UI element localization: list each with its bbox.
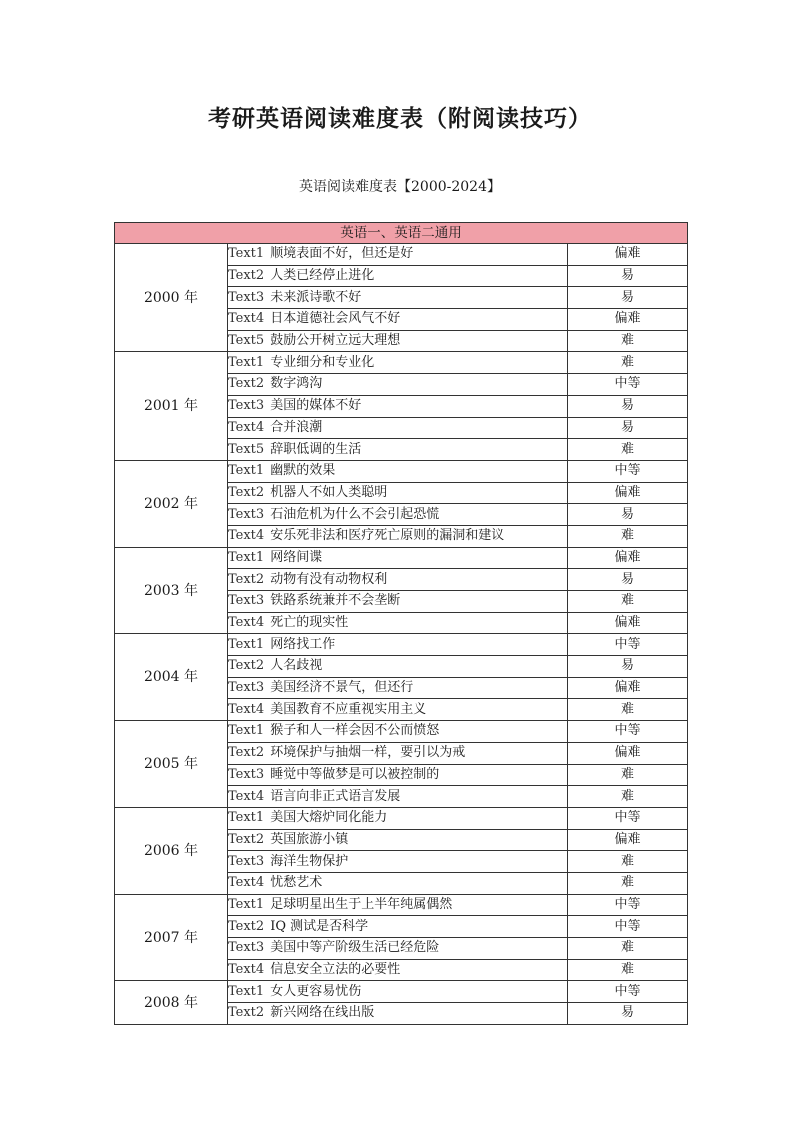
- text-topic: 专业细分和专业化: [270, 354, 375, 370]
- text-topic: 海洋生物保护: [270, 853, 349, 869]
- table-row: [115, 894, 688, 916]
- text-topic: 幽默的效果: [270, 463, 336, 479]
- text-topic: 安乐死非法和医疗死亡原则的漏洞和建议: [270, 528, 505, 544]
- year-cell: 2002 年: [115, 460, 228, 547]
- text-topic: 数字鸿沟: [270, 376, 323, 392]
- text-topic: 足球明星出生于上半年纯属偶然: [270, 896, 453, 912]
- text-topic: 铁路系统兼并不会垄断: [270, 593, 401, 609]
- text-topic-cell: [228, 894, 568, 916]
- text-id: Text3: [228, 398, 265, 414]
- text-topic-cell: [228, 721, 568, 743]
- text-id: Text1: [228, 354, 265, 370]
- text-id: Text1: [228, 463, 265, 479]
- text-topic: 美国中等产阶级生活已经危险: [270, 940, 440, 956]
- text-id: Text1: [228, 723, 265, 739]
- difficulty-level: 偏难: [568, 244, 688, 266]
- text-id: Text2: [228, 571, 265, 587]
- text-topic-cell: [228, 612, 568, 634]
- text-topic: 动物有没有动物权利: [270, 571, 388, 587]
- text-id: Text4: [228, 311, 265, 327]
- text-topic-cell: [228, 482, 568, 504]
- text-topic-cell: [228, 265, 568, 287]
- difficulty-level: 中等: [568, 894, 688, 916]
- text-id: Text2: [228, 484, 265, 500]
- year-cell: 2001 年: [115, 352, 228, 460]
- text-topic-cell: [228, 374, 568, 396]
- difficulty-level: 易: [568, 287, 688, 309]
- text-topic-cell: [228, 439, 568, 461]
- text-topic: 日本道德社会风气不好: [270, 311, 401, 327]
- difficulty-level: 偏难: [568, 742, 688, 764]
- text-topic-cell: [228, 677, 568, 699]
- text-id: Text4: [228, 875, 265, 891]
- text-topic: 美国经济不景气，但还行: [270, 680, 414, 696]
- text-topic-cell: [228, 786, 568, 808]
- text-topic-cell: [228, 634, 568, 656]
- band-header-row: [115, 223, 688, 244]
- text-id: Text5: [228, 441, 265, 457]
- text-topic: 美国大熔炉同化能力: [270, 810, 388, 826]
- document-title: 考研英语阅读难度表（附阅读技巧）: [208, 106, 592, 132]
- text-topic-cell: [228, 547, 568, 569]
- difficulty-level: 中等: [568, 807, 688, 829]
- text-topic-cell: [228, 395, 568, 417]
- table-row: [115, 634, 688, 656]
- difficulty-level: 中等: [568, 721, 688, 743]
- text-topic: 辞职低调的生活: [270, 441, 362, 457]
- difficulty-level: 难: [568, 352, 688, 374]
- text-topic-cell: [228, 309, 568, 331]
- text-id: Text1: [228, 246, 265, 262]
- text-id: Text2: [228, 1005, 265, 1021]
- difficulty-level: 偏难: [568, 482, 688, 504]
- text-id: Text1: [228, 983, 265, 999]
- text-topic-cell: [228, 807, 568, 829]
- text-topic: 石油危机为什么不会引起恐慌: [270, 506, 440, 522]
- text-topic: 女人更容易忧伤: [270, 983, 362, 999]
- difficulty-level: 易: [568, 656, 688, 678]
- difficulty-level: 中等: [568, 916, 688, 938]
- text-id: Text4: [228, 615, 265, 631]
- text-topic: 环境保护与抽烟一样，要引以为戒: [270, 745, 466, 761]
- text-id: Text3: [228, 593, 265, 609]
- text-id: Text1: [228, 636, 265, 652]
- text-topic: 人名歧视: [270, 658, 323, 674]
- text-id: Text4: [228, 419, 265, 435]
- text-topic: 信息安全立法的必要性: [270, 962, 401, 978]
- text-id: Text2: [228, 376, 265, 392]
- text-topic: 网络间谍: [270, 549, 323, 565]
- text-id: Text5: [228, 333, 265, 349]
- difficulty-level: 难: [568, 851, 688, 873]
- text-id: Text4: [228, 962, 265, 978]
- text-topic: 美国教育不应重视实用主义: [270, 701, 427, 717]
- text-id: Text1: [228, 896, 265, 912]
- text-topic: 睡觉中等做梦是可以被控制的: [270, 766, 440, 782]
- difficulty-level: 难: [568, 938, 688, 960]
- text-topic: 鼓励公开树立远大理想: [270, 333, 401, 349]
- text-topic: 人类已经停止进化: [270, 268, 375, 284]
- difficulty-level: 难: [568, 959, 688, 981]
- text-topic-cell: [228, 244, 568, 266]
- year-cell: 2005 年: [115, 721, 228, 808]
- text-topic-cell: [228, 656, 568, 678]
- difficulty-level: 难: [568, 591, 688, 613]
- difficulty-level: 易: [568, 395, 688, 417]
- difficulty-level: 偏难: [568, 309, 688, 331]
- band-header: 英语一、英语二通用: [115, 223, 688, 244]
- table-row: [115, 807, 688, 829]
- text-topic-cell: [228, 460, 568, 482]
- text-id: Text4: [228, 701, 265, 717]
- difficulty-level: 中等: [568, 981, 688, 1003]
- text-topic: 新兴网络在线出版: [270, 1005, 375, 1021]
- text-topic-cell: [228, 504, 568, 526]
- text-topic: 网络找工作: [270, 636, 336, 652]
- difficulty-level: 偏难: [568, 829, 688, 851]
- text-id: Text3: [228, 853, 265, 869]
- text-id: Text3: [228, 766, 265, 782]
- text-topic-cell: [228, 525, 568, 547]
- text-topic-cell: [228, 699, 568, 721]
- text-topic: 未来派诗歌不好: [270, 289, 362, 305]
- text-topic-cell: [228, 569, 568, 591]
- difficulty-table: [114, 222, 688, 1025]
- text-id: Text3: [228, 289, 265, 305]
- difficulty-level: 中等: [568, 374, 688, 396]
- text-id: Text2: [228, 831, 265, 847]
- text-id: Text2: [228, 658, 265, 674]
- difficulty-level: 易: [568, 417, 688, 439]
- difficulty-level: 难: [568, 439, 688, 461]
- text-topic-cell: [228, 1003, 568, 1025]
- difficulty-level: 难: [568, 764, 688, 786]
- year-cell: 2007 年: [115, 894, 228, 981]
- difficulty-level: 偏难: [568, 547, 688, 569]
- year-cell: 2003 年: [115, 547, 228, 634]
- text-topic: 死亡的现实性: [270, 615, 349, 631]
- text-topic: 机器人不如人类聪明: [270, 484, 388, 500]
- table-row: [115, 460, 688, 482]
- year-cell: 2008 年: [115, 981, 228, 1024]
- text-topic-cell: [228, 764, 568, 786]
- table-row: [115, 547, 688, 569]
- year-cell: 2004 年: [115, 634, 228, 721]
- table-row: [115, 244, 688, 266]
- table-row: [115, 721, 688, 743]
- text-id: Text3: [228, 680, 265, 696]
- text-topic: 猴子和人一样会因不公而愤怒: [270, 723, 440, 739]
- table-body: [115, 244, 688, 1025]
- year-cell: 2006 年: [115, 807, 228, 894]
- text-topic: 美国的媒体不好: [270, 398, 362, 414]
- text-topic-cell: [228, 591, 568, 613]
- difficulty-level: 易: [568, 1003, 688, 1025]
- table-row: [115, 352, 688, 374]
- text-topic-cell: [228, 851, 568, 873]
- text-id: Text2: [228, 745, 265, 761]
- text-topic: 英国旅游小镇: [270, 831, 349, 847]
- difficulty-level: 中等: [568, 634, 688, 656]
- difficulty-level: 易: [568, 569, 688, 591]
- text-id: Text1: [228, 810, 265, 826]
- table-title: 英语阅读难度表【2000-2024】: [299, 179, 501, 195]
- difficulty-level: 易: [568, 504, 688, 526]
- text-topic-cell: [228, 829, 568, 851]
- text-topic: 忧愁艺术: [270, 875, 323, 891]
- difficulty-level: 难: [568, 699, 688, 721]
- text-id: Text3: [228, 506, 265, 522]
- difficulty-level: 偏难: [568, 612, 688, 634]
- text-topic: 合并浪潮: [270, 419, 323, 435]
- text-topic-cell: [228, 872, 568, 894]
- text-topic-cell: [228, 959, 568, 981]
- difficulty-level: 易: [568, 265, 688, 287]
- table-row: [115, 981, 688, 1003]
- year-cell: 2000 年: [115, 244, 228, 352]
- text-id: Text2: [228, 918, 265, 934]
- text-topic: IQ 测试是否科学: [270, 918, 369, 934]
- text-id: Text4: [228, 528, 265, 544]
- difficulty-level: 难: [568, 786, 688, 808]
- text-topic-cell: [228, 330, 568, 352]
- text-id: Text2: [228, 268, 265, 284]
- text-id: Text3: [228, 940, 265, 956]
- text-topic-cell: [228, 352, 568, 374]
- text-topic-cell: [228, 742, 568, 764]
- difficulty-level: 中等: [568, 460, 688, 482]
- text-topic-cell: [228, 938, 568, 960]
- text-topic: 顺境表面不好，但还是好: [270, 246, 414, 262]
- difficulty-level: 难: [568, 525, 688, 547]
- text-topic-cell: [228, 981, 568, 1003]
- text-topic: 语言向非正式语言发展: [270, 788, 401, 804]
- text-id: Text4: [228, 788, 265, 804]
- difficulty-level: 偏难: [568, 677, 688, 699]
- text-id: Text1: [228, 549, 265, 565]
- text-topic-cell: [228, 916, 568, 938]
- text-topic-cell: [228, 417, 568, 439]
- difficulty-level: 难: [568, 330, 688, 352]
- text-topic-cell: [228, 287, 568, 309]
- difficulty-level: 难: [568, 872, 688, 894]
